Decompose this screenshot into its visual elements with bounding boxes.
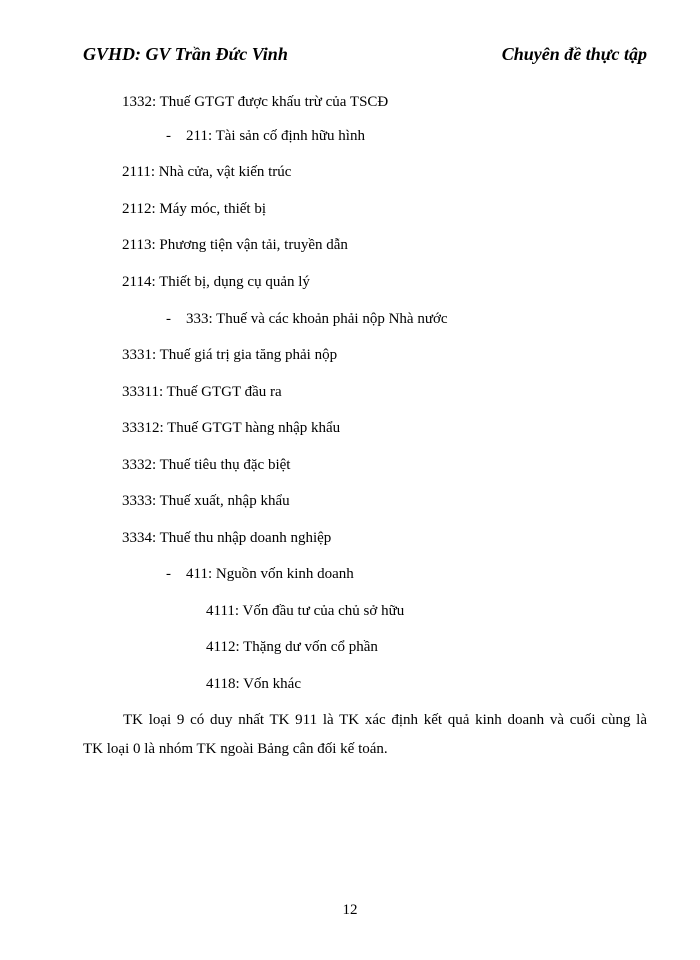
bullet-dash: - — [166, 128, 171, 144]
account-line-4118: 4118: Vốn khác — [206, 676, 301, 692]
page-header — [83, 44, 647, 70]
account-line-3333: 3333: Thuế xuất, nhập khẩu — [122, 493, 290, 509]
account-line-33311: 33311: Thuế GTGT đầu ra — [122, 384, 282, 400]
account-line-411 — [166, 564, 354, 584]
header-title: Chuyên đề thực tập — [501, 44, 647, 64]
account-line-2111: 2111: Nhà cửa, vật kiến trúc — [122, 164, 292, 180]
account-line-2114: 2114: Thiết bị, dụng cụ quản lý — [122, 274, 310, 290]
body-paragraph-line-2: TK loại 0 là nhóm TK ngoài Bảng cân đối kế toán. — [83, 741, 388, 757]
account-line-4111: 4111: Vốn đầu tư của chủ sở hữu — [206, 603, 405, 619]
account-line-4112: 4112: Thặng dư vốn cổ phần — [206, 639, 378, 655]
account-line-1332: 1332: Thuế GTGT được khấu trừ của TSCĐ — [122, 94, 389, 110]
account-line-333 — [166, 309, 448, 329]
account-line-3332: 3332: Thuế tiêu thụ đặc biệt — [122, 457, 291, 473]
account-label-411: 411: Nguồn vốn kinh doanh — [186, 566, 354, 582]
account-line-211 — [166, 126, 365, 146]
page-number: 12 — [342, 902, 358, 918]
account-line-33312: 33312: Thuế GTGT hàng nhập khẩu — [122, 420, 341, 436]
account-label-333: 333: Thuế và các khoản phải nộp Nhà nước — [186, 311, 448, 327]
account-line-3331: 3331: Thuế giá trị gia tăng phải nộp — [122, 347, 338, 363]
account-line-2112: 2112: Máy móc, thiết bị — [122, 201, 267, 217]
account-line-2113: 2113: Phương tiện vận tải, truyền dẫn — [122, 237, 348, 253]
account-label-211: 211: Tài sản cố định hữu hình — [186, 128, 365, 144]
body-paragraph-line-1: TK loại 9 có duy nhất TK 911 là TK xác định kết quả kinh doanh và cuối cùng là — [123, 712, 647, 728]
account-line-3334: 3334: Thuế thu nhập doanh nghiệp — [122, 530, 332, 546]
bullet-dash: - — [166, 566, 171, 582]
bullet-dash: - — [166, 311, 171, 327]
header-instructor: GVHD: GV Trần Đức Vinh — [83, 44, 288, 64]
